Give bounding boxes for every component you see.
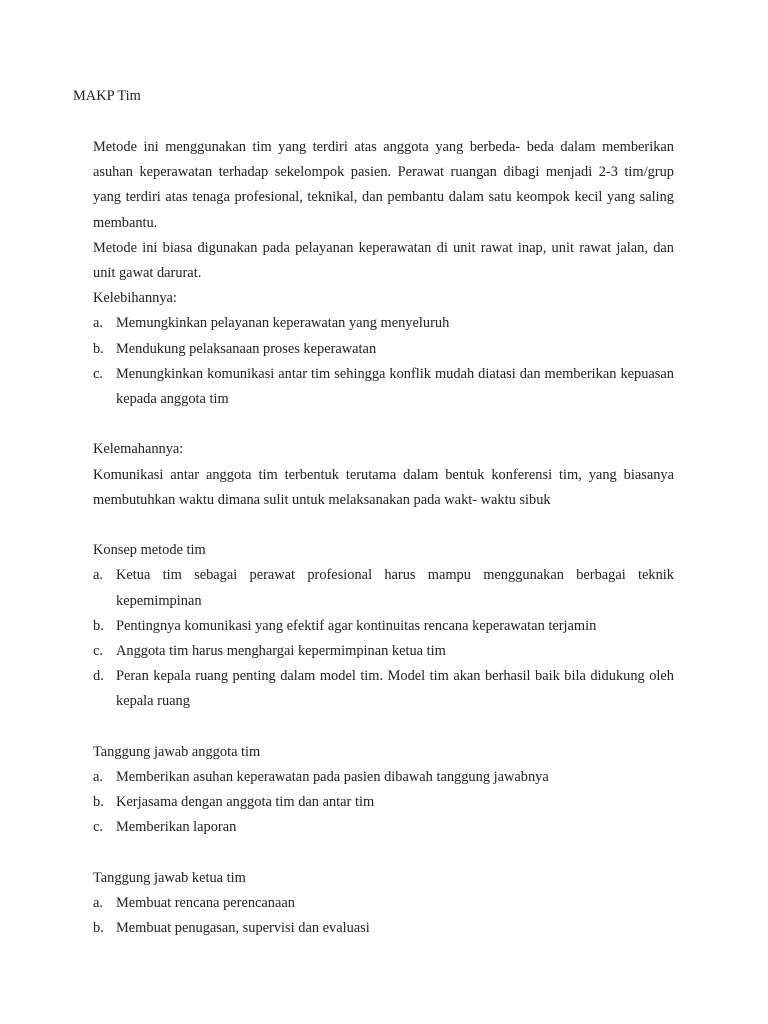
list-marker: c. [93,819,103,836]
member-responsibility-section [93,740,674,841]
list-marker: b. [93,794,104,811]
list-item-text: Ketua tim sebagai perawat profesional harus mampu menggunakan berbagai teknik kepemimpinan [116,567,674,609]
list-item [93,337,674,362]
list-item [93,614,674,639]
list-item [93,311,674,336]
list-item-text: Anggota tim harus menghargai kepermimpinan ketua tim [116,643,446,660]
list-item [93,563,674,613]
concept-list [93,563,674,714]
advantages-list [93,311,674,412]
list-item [93,790,674,815]
section-spacer [93,513,674,538]
advantages-section [93,286,674,412]
section-spacer [93,412,674,437]
list-item-text: Membuat penugasan, supervisi dan evaluasi [116,920,370,937]
list-marker: a. [93,315,103,332]
list-item-text: Memberikan laporan [116,819,237,836]
member-responsibility-heading: Tanggung jawab anggota tim [93,743,261,760]
advantages-heading: Kelebihannya: [93,290,177,307]
disadvantages-section [93,437,674,513]
disadvantages-heading: Kelemahannya: [93,441,184,458]
list-item-text: Menungkinkan komunikasi antar tim sehingga konflik mudah diatasi dan memberikan kepuasan kepada anggota tim [116,365,674,408]
concept-section [93,538,674,714]
list-item [93,765,674,790]
list-marker: a. [93,567,103,584]
usage-paragraph: Metode ini biasa digunakan pada pelayanan keperawatan di unit rawat inap, unit rawat jalan, dan unit gawat darurat. [93,239,674,282]
document-body [93,135,674,941]
page-title: MAKP Tim [73,88,141,104]
list-marker: c. [93,365,103,382]
list-item [93,362,674,412]
concept-heading: Konsep metode tim [93,542,206,559]
list-item-text: Peran kepala ruang penting dalam model tim. Model tim akan berhasil baik bila didukung oleh kepala ruang [116,668,674,710]
list-marker: b. [93,920,104,937]
leader-responsibility-heading: Tanggung jawab ketua tim [93,869,246,886]
list-item [93,891,674,916]
list-marker: c. [93,643,103,660]
leader-responsibility-section [93,866,674,942]
list-item-text: Membuat rencana perencanaan [116,895,295,912]
list-item [93,664,674,714]
list-item [93,815,674,840]
list-item-text: Memungkinkan pelayanan keperawatan yang menyeluruh [116,315,450,332]
intro-paragraph: Metode ini menggunakan tim yang terdiri atas anggota yang berbeda- beda dalam memberikan asuhan keperawatan terhadap sekelompok pasien. Perawat ruangan dibagi menjadi 2-3 tim/grup yang terdiri atas tenaga profesional, teknikal, dan pembantu dalam satu keompok kecil yang saling membantu. [93,139,674,231]
list-marker: b. [93,340,104,357]
list-item-text: Pentingnya komunikasi yang efektif agar kontinuitas rencana keperawatan terjamin [116,617,597,634]
section-spacer [93,715,674,740]
list-marker: a. [93,769,103,786]
leader-responsibility-list [93,891,674,941]
section-spacer [93,841,674,866]
list-marker: a. [93,895,103,912]
list-item [93,639,674,664]
list-item [93,916,674,941]
list-marker: b. [93,617,104,634]
list-marker: d. [93,668,104,685]
disadvantages-paragraph: Komunikasi antar anggota tim terbentuk terutama dalam bentuk konferensi tim, yang biasanya membutuhkan waktu dimana sulit untuk melaksanakan pada wakt- waktu sibuk [93,466,674,508]
list-item-text: Kerjasama dengan anggota tim dan antar tim [116,794,375,811]
member-responsibility-list [93,765,674,841]
list-item-text: Mendukung pelaksanaan proses keperawatan [116,340,377,357]
list-item-text: Memberikan asuhan keperawatan pada pasien dibawah tanggung jawabnya [116,769,549,786]
